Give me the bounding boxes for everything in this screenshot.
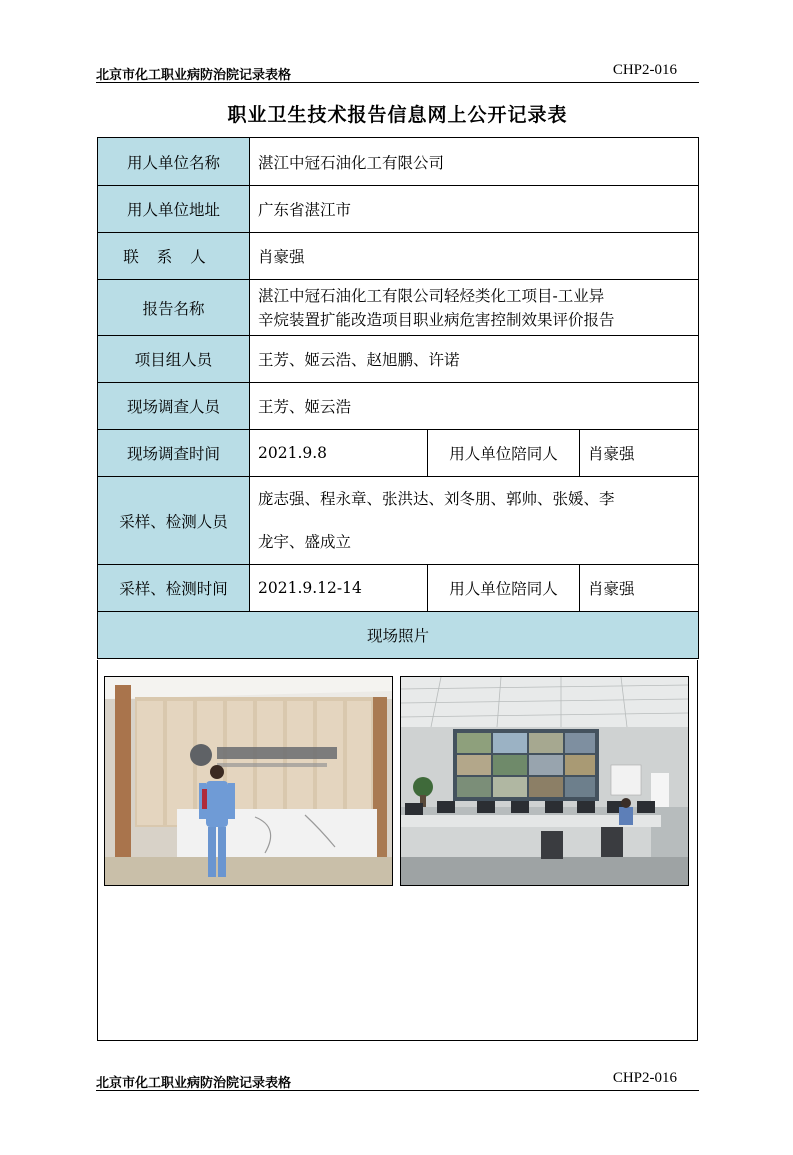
- page-header: [96, 62, 699, 84]
- unit-address-value: 广东省湛江市: [250, 186, 699, 233]
- report-line-1: 湛江中冠石油化工有限公司轻烃类化工项目-工业异: [258, 286, 605, 305]
- report-value: [250, 280, 699, 336]
- photos-label: 现场照片: [98, 612, 699, 659]
- header-code: CHP2-016: [612, 62, 677, 78]
- row-sampling-staff: [98, 477, 699, 565]
- survey-time-label: 现场调查时间: [98, 430, 250, 477]
- contact-label: 联系人: [98, 233, 250, 280]
- page-title: 职业卫生技术报告信息网上公开记录表: [227, 104, 568, 126]
- team-label: 项目组人员: [98, 336, 250, 383]
- sampling-staff-line-1: 庞志强、程永章、张洪达、刘冬朋、郭帅、张媛、李: [258, 489, 615, 508]
- control-room-photo: [400, 676, 689, 886]
- sampling-escort-label: 用人单位陪同人: [428, 565, 580, 612]
- sampling-escort-value: 肖豪强: [580, 565, 699, 612]
- photos-area: [97, 660, 698, 1041]
- team-value: 王芳、姬云浩、赵旭鹏、许诺: [250, 336, 699, 383]
- page-footer: [96, 1070, 699, 1092]
- row-contact: [98, 233, 699, 280]
- row-report: [98, 280, 699, 336]
- sampling-time-label: 采样、检测时间: [98, 565, 250, 612]
- footer-code: CHP2-016: [612, 1070, 677, 1086]
- report-label: 报告名称: [98, 280, 250, 336]
- sampling-time-value: 2021.9.12-14: [250, 565, 428, 612]
- lobby-photo: [104, 676, 393, 886]
- header-rule: [96, 82, 699, 83]
- row-sampling-time: [98, 565, 699, 612]
- footer-rule: [96, 1090, 699, 1091]
- row-team: [98, 336, 699, 383]
- row-unit-name: [98, 138, 699, 186]
- report-line-2: 辛烷装置扩能改造项目职业病危害控制效果评价报告: [258, 310, 615, 329]
- sampling-staff-value: [250, 477, 699, 565]
- survey-escort-value: 肖豪强: [580, 430, 699, 477]
- contact-value: 肖豪强: [250, 233, 699, 280]
- survey-time-value: 2021.9.8: [250, 430, 428, 477]
- unit-address-label: 用人单位地址: [98, 186, 250, 233]
- row-unit-address: [98, 186, 699, 233]
- survey-staff-label: 现场调查人员: [98, 383, 250, 430]
- unit-name-value: 湛江中冠石油化工有限公司: [250, 138, 699, 186]
- survey-staff-value: 王芳、姬云浩: [250, 383, 699, 430]
- record-table: [97, 137, 699, 659]
- row-survey-time: [98, 430, 699, 477]
- survey-escort-label: 用人单位陪同人: [428, 430, 580, 477]
- sampling-staff-line-2: 龙宇、盛成立: [258, 532, 352, 551]
- row-photos-header: [98, 612, 699, 659]
- footer-org: 北京市化工职业病防治院记录表格: [96, 1076, 292, 1091]
- sampling-staff-label: 采样、检测人员: [98, 477, 250, 565]
- row-survey-staff: [98, 383, 699, 430]
- unit-name-label: 用人单位名称: [98, 138, 250, 186]
- header-org: 北京市化工职业病防治院记录表格: [96, 68, 292, 83]
